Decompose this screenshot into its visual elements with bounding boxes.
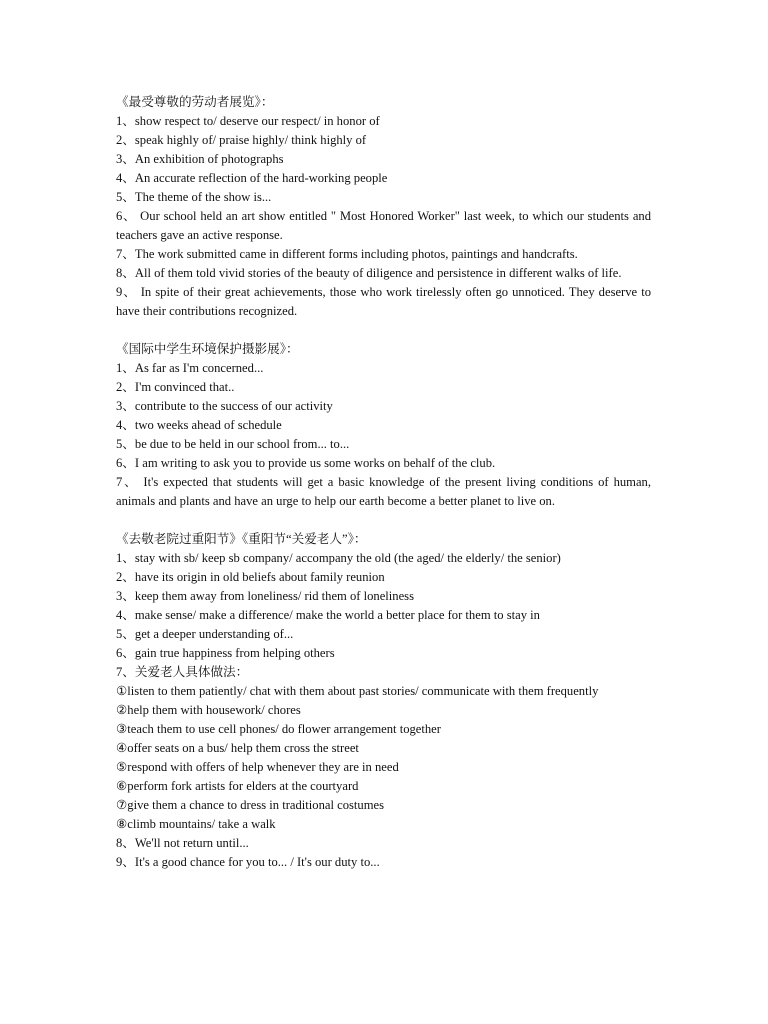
section-spacer xyxy=(116,511,651,530)
section-double-ninth-festival xyxy=(116,530,651,872)
list-item: 2、have its origin in old beliefs about family reunion xyxy=(116,570,385,584)
list-item: 2、speak highly of/ praise highly/ think highly of xyxy=(116,133,367,147)
list-item: 1、show respect to/ deserve our respect/ in honor of xyxy=(116,114,380,128)
list-item: ①listen to them patiently/ chat with them about past stories/ communicate with them frequently xyxy=(116,684,599,698)
list-item: 7、 It's expected that students will get a basic knowledge of the present living conditions of human, animals and plants and have an urge to help our earth become a better planet to live on. xyxy=(116,475,651,508)
list-item: 7、The work submitted came in different forms including photos, paintings and handcrafts. xyxy=(116,247,578,261)
section-environment-photo-exhibition xyxy=(116,340,651,511)
list-item: 2、I'm convinced that.. xyxy=(116,380,235,394)
list-item: 6、gain true happiness from helping others xyxy=(116,646,335,660)
document-page xyxy=(116,93,651,872)
list-item: ⑤respond with offers of help whenever they are in need xyxy=(116,760,399,774)
section-title: 《去敬老院过重阳节》《重阳节“关爱老人”》： xyxy=(116,532,367,546)
list-item: 1、stay with sb/ keep sb company/ accompany the old (the aged/ the elderly/ the senior) xyxy=(116,551,561,565)
list-item: ②help them with housework/ chores xyxy=(116,703,301,717)
list-item: ⑥perform fork artists for elders at the courtyard xyxy=(116,779,359,793)
list-item: 4、two weeks ahead of schedule xyxy=(116,418,282,432)
list-item: 8、We'll not return until... xyxy=(116,836,249,850)
list-item: 6、 Our school held an art show entitled " Most Honored Worker" last week, to which our students and teachers gave an active response. xyxy=(116,209,651,242)
list-item: ⑦give them a chance to dress in traditional costumes xyxy=(116,798,384,812)
section-spacer xyxy=(116,321,651,340)
list-item: 7、关爱老人具体做法： xyxy=(116,665,249,679)
list-item: 4、An accurate reflection of the hard-working people xyxy=(116,171,388,185)
list-item: 1、As far as I'm concerned... xyxy=(116,361,264,375)
list-item: ④offer seats on a bus/ help them cross the street xyxy=(116,741,359,755)
list-item: 3、keep them away from loneliness/ rid them of loneliness xyxy=(116,589,414,603)
list-item: 4、make sense/ make a difference/ make the world a better place for them to stay in xyxy=(116,608,540,622)
list-item: 3、An exhibition of photographs xyxy=(116,152,284,166)
list-item: 9、 In spite of their great achievements, those who work tirelessly often go unnoticed. They deserve to have their contributions recognized. xyxy=(116,285,651,318)
section-title: 《国际中学生环境保护摄影展》： xyxy=(116,342,299,356)
list-item: 3、contribute to the success of our activity xyxy=(116,399,333,413)
list-item: 5、get a deeper understanding of... xyxy=(116,627,294,641)
section-title: 《最受尊敬的劳动者展览》： xyxy=(116,95,274,109)
list-item: 5、be due to be held in our school from... to... xyxy=(116,437,350,451)
list-item: 5、The theme of the show is... xyxy=(116,190,272,204)
list-item: 8、All of them told vivid stories of the beauty of diligence and persistence in different walks of life. xyxy=(116,266,622,280)
list-item: ③teach them to use cell phones/ do flower arrangement together xyxy=(116,722,441,736)
section-labor-exhibition xyxy=(116,93,651,321)
list-item: 9、It's a good chance for you to... / It's our duty to... xyxy=(116,855,380,869)
list-item: ⑧climb mountains/ take a walk xyxy=(116,817,276,831)
list-item: 6、I am writing to ask you to provide us some works on behalf of the club. xyxy=(116,456,496,470)
